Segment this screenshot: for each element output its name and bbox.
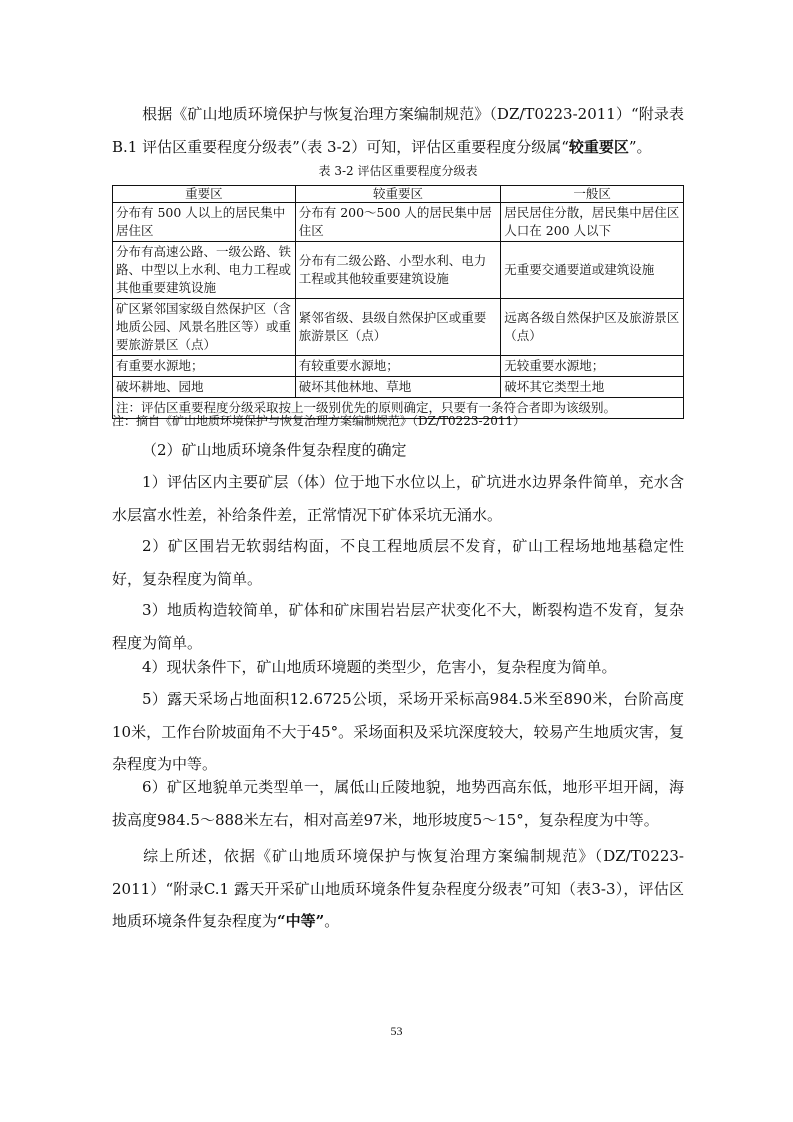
condition-item-text: 1）评估区内主要矿层（体）位于地下水位以上，矿坑进水边界条件简单，充水含水层富水性差，补给条件差，正常情况下矿体采坑无涌水。	[112, 473, 684, 524]
intro-text-end: ”。	[628, 137, 652, 156]
table-cell: 紧邻省级、县级自然保护区或重要旅游景区（点）	[295, 299, 501, 356]
intro-text: 根据《矿山地质环境保护与恢复治理方案编制规范》（DZ/T0223-2011）“附录表B.1 评估区重要程度分级表”（表 3-2）可知，评估区重要程度分级属“	[112, 105, 684, 156]
table-cell: 破坏耕地、园地	[113, 377, 296, 398]
table-row	[113, 242, 684, 299]
table-cell: 分布有高速公路、一级公路、铁路、中型以上水利、电力工程或其他重要建筑设施	[113, 242, 296, 299]
condition-item-text: 3）地质构造较简单，矿体和矿床围岩岩层产状变化不大，断裂构造不发育，复杂程度为简单。	[112, 601, 684, 652]
table-row	[113, 377, 684, 398]
table-cell: 分布有 200～500 人的居民集中居住区	[295, 203, 501, 242]
table-caption: 表 3-2 评估区重要程度分级表	[318, 164, 478, 178]
condition-item-3	[112, 594, 684, 659]
table-cell: 无较重要水源地；	[501, 356, 684, 377]
table-row	[113, 299, 684, 356]
intro-emphasis: 较重要区	[568, 137, 629, 156]
table-cell: 破坏其它类型土地	[501, 377, 684, 398]
table-cell: 居民居住分散，居民集中居住区人口在 200 人以下	[501, 203, 684, 242]
table-cell: 分布有 500 人以上的居民集中居住区	[113, 203, 296, 242]
table-cell: 无重要交通要道或建筑设施	[501, 242, 684, 299]
table-source-note: 注：摘自《矿山地质环境保护与恢复治理方案编制规范》（DZ/T0223-2011）	[112, 414, 526, 428]
section-heading-text: （2）矿山地质环境条件复杂程度的确定	[142, 441, 407, 459]
condition-item-5	[112, 683, 684, 781]
condition-item-text: 5）露天采场占地面积12.6725公顷，采场开采标高984.5米至890米，台阶高度10米，工作台阶坡面角不大于45°。采场面积及采坑深度较大，较易产生地质灾害，复杂程度为中等。	[112, 690, 684, 773]
condition-item-text: 2）矿区围岩无软弱结构面，不良工程地质层不发育，矿山工程场地地基稳定性好，复杂程度为简单。	[112, 537, 684, 588]
condition-item-6	[112, 771, 684, 836]
importance-grading-table	[112, 185, 684, 419]
table-row	[113, 203, 684, 242]
condition-item-2	[112, 530, 684, 595]
header-important: 重要区	[113, 186, 296, 203]
header-general: 一般区	[501, 186, 684, 203]
table-cell: 破坏其他林地、草地	[295, 377, 501, 398]
section-heading	[112, 434, 684, 467]
table-row	[113, 356, 684, 377]
intro-paragraph	[112, 98, 684, 163]
page-number: 53	[390, 1024, 403, 1038]
header-fairly-important: 较重要区	[295, 186, 501, 203]
conclusion-text: 综上所述，依据《矿山地质环境保护与恢复治理方案编制规范》（DZ/T0223-2011）“附录C.1 露天开采矿山地质环境条件复杂程度分级表”可知（表3-3），评估区地质环境条件复杂程度为	[112, 847, 684, 930]
table-cell: 矿区紧邻国家级自然保护区（含地质公园、风景名胜区等）或重要旅游景区（点）	[113, 299, 296, 356]
table-cell: 远离各级自然保护区及旅游景区（点）	[501, 299, 684, 356]
condition-item-text: 4）现状条件下，矿山地质环境题的类型少，危害小，复杂程度为简单。	[142, 658, 617, 676]
conclusion-emphasis: “中等”	[277, 912, 325, 930]
condition-item-1	[112, 466, 684, 531]
table-header-row	[113, 186, 684, 203]
table-cell: 有较重要水源地；	[295, 356, 501, 377]
conclusion-paragraph	[112, 840, 684, 938]
condition-item-4	[112, 651, 684, 684]
table-footer-note: 注：评估区重要程度分级采取按上一级别优先的原则确定，只要有一条符合者即为该级别。	[113, 398, 684, 419]
table-cell: 分布有二级公路、小型水利、电力工程或其他较重要建筑设施	[295, 242, 501, 299]
table-cell: 有重要水源地；	[113, 356, 296, 377]
condition-item-text: 6）矿区地貌单元类型单一，属低山丘陵地貌，地势西高东低，地形平坦开阔，海拔高度984.5～888米左右，相对高差97米，地形坡度5～15°，复杂程度为中等。	[112, 778, 684, 829]
conclusion-text-end: 。	[324, 912, 340, 930]
